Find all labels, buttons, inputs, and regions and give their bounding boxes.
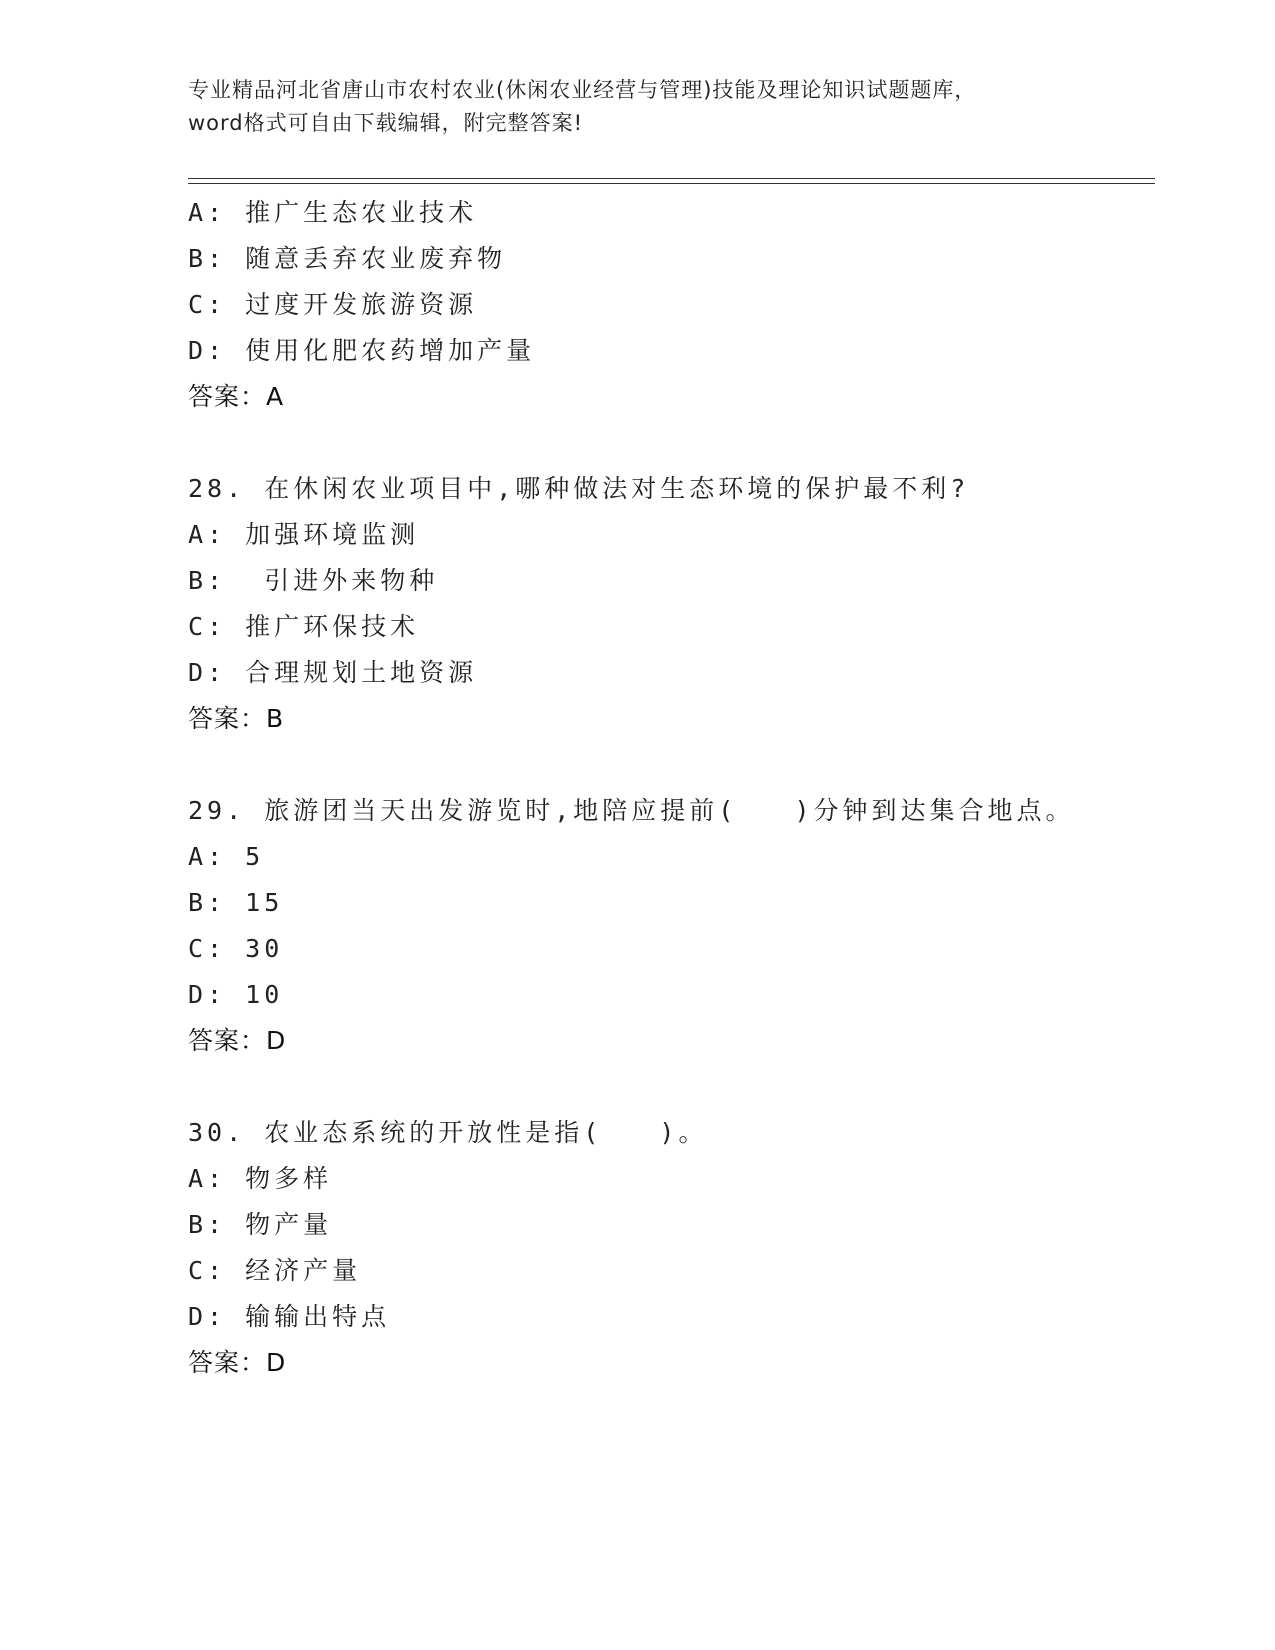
- option-d: D: 输输出特点: [188, 1302, 391, 1331]
- option-b: B: 引进外来物种: [188, 566, 439, 595]
- answer-line: 答案：D: [188, 1026, 287, 1055]
- option-a: A: 物多样: [188, 1164, 333, 1193]
- option-d: D: 使用化肥农药增加产量: [188, 336, 536, 365]
- option-b: B: 15: [188, 888, 284, 917]
- answer-line: 答案：D: [188, 1348, 287, 1377]
- option-a: A: 5: [188, 842, 265, 871]
- question-list: [188, 190, 1148, 1386]
- header-divider-bottom: [188, 183, 1155, 184]
- header-divider-top: [188, 178, 1155, 179]
- answer-line: 答案：A: [188, 382, 285, 411]
- option-b: B: 物产量: [188, 1210, 333, 1239]
- question-block-30: [188, 1110, 1148, 1386]
- question-stem: 30. 农业态系统的开放性是指( )。: [188, 1118, 708, 1147]
- question-block-29: [188, 788, 1148, 1064]
- option-a: A: 加强环境监测: [188, 520, 420, 549]
- question-stem: 28. 在休闲农业项目中,哪种做法对生态环境的保护最不利?: [188, 474, 970, 503]
- option-b: B: 随意丢弃农业废弃物: [188, 244, 507, 273]
- option-c: C: 推广环保技术: [188, 612, 420, 641]
- option-c: C: 过度开发旅游资源: [188, 290, 478, 319]
- option-c: C: 经济产量: [188, 1256, 362, 1285]
- prev-question-block: [188, 190, 1148, 420]
- header-subtitle-line: word格式可自由下载编辑，附完整答案!: [188, 111, 584, 135]
- header-title-line: 专业精品河北省唐山市农村农业(休闲农业经营与管理)技能及理论知识试题题库，: [188, 78, 977, 102]
- option-d: D: 合理规划土地资源: [188, 658, 478, 687]
- document-header: [188, 74, 1088, 140]
- question-stem: 29. 旅游团当天出发游览时,地陪应提前( )分钟到达集合地点。: [188, 796, 1075, 825]
- answer-line: 答案：B: [188, 704, 285, 733]
- question-block-28: [188, 466, 1148, 742]
- option-d: D: 10: [188, 980, 284, 1009]
- option-c: C: 30: [188, 934, 284, 963]
- option-a: A: 推广生态农业技术: [188, 198, 478, 227]
